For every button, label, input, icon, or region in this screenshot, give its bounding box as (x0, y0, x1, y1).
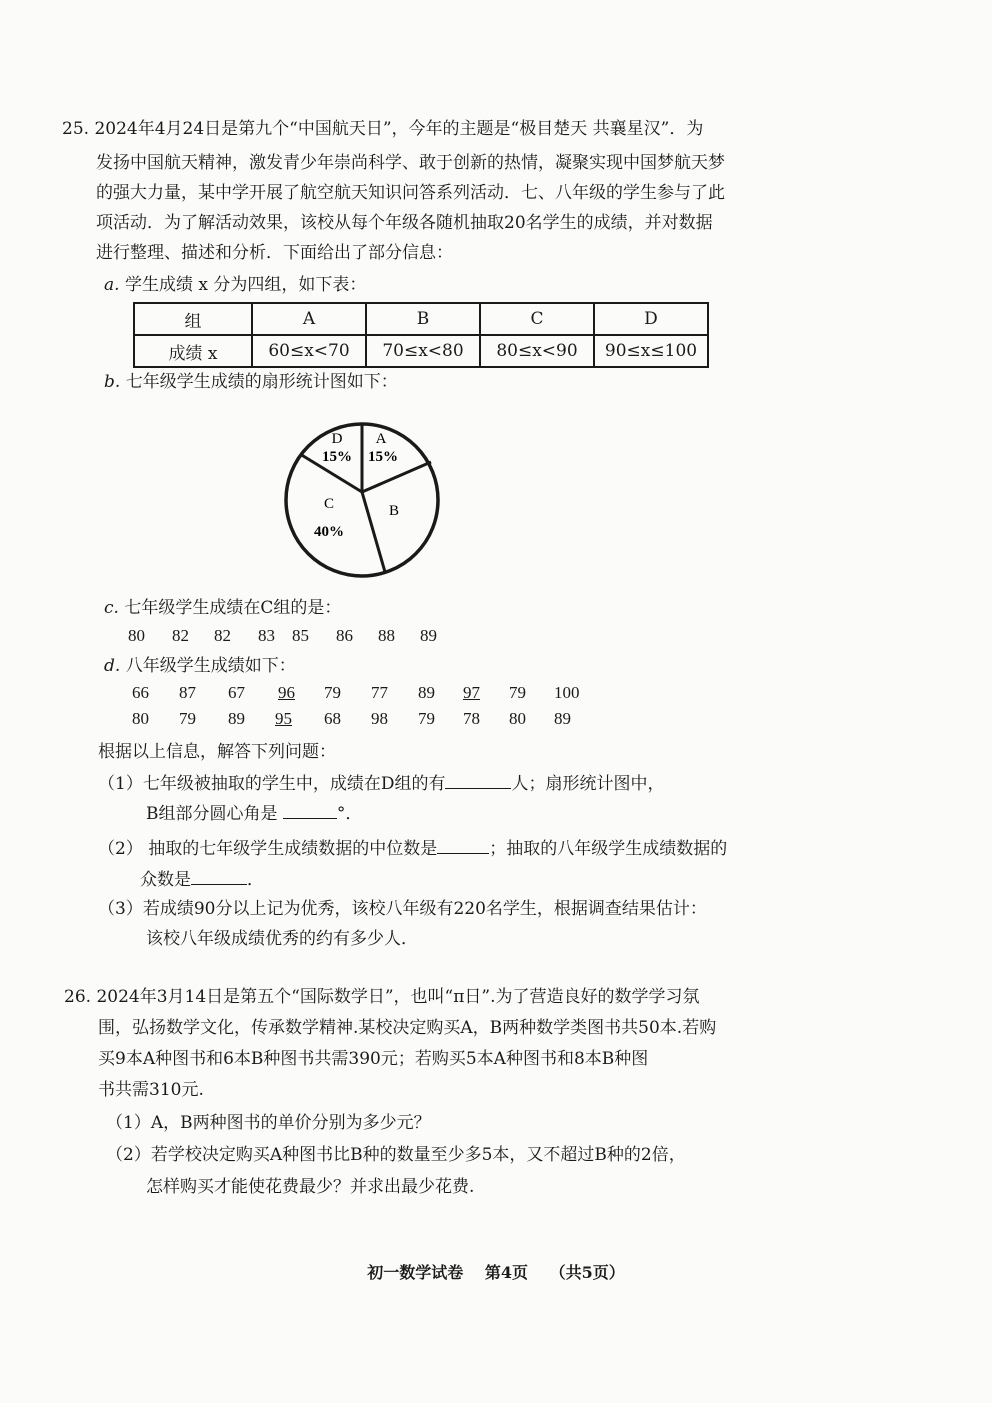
table-cell: 90≤x≤100 (594, 335, 708, 367)
data-value: 97 (463, 683, 480, 702)
answer-blank[interactable] (283, 800, 337, 819)
q25-sub1-line1 (98, 770, 664, 796)
table-cell: C (480, 303, 594, 335)
q25-sub2-line2 (140, 866, 264, 892)
table-row (134, 303, 708, 335)
item-a-label: a. (104, 275, 120, 295)
q26-line-4: 书共需310元. (98, 1080, 204, 1100)
data-value: 98 (371, 709, 388, 728)
table-row (134, 335, 708, 367)
item-a (104, 273, 366, 297)
slice-label-d: D (331, 431, 343, 447)
item-b-text: 七年级学生成绩的扇形统计图如下： (125, 372, 398, 392)
table-cell: 70≤x<80 (366, 335, 480, 367)
data-value: 77 (371, 683, 388, 702)
q25-sub1-line2 (146, 800, 362, 826)
data-value: 79 (418, 709, 435, 728)
score-groups-table (133, 302, 709, 368)
data-value: 82 (214, 626, 231, 645)
q25-sub1-text: （1）七年级被抽取的学生中，成绩在D组的有 (98, 774, 446, 794)
item-d (104, 654, 296, 678)
item-d-label: d. (104, 656, 121, 676)
table-cell: 组 (134, 303, 252, 335)
slice-pct-d: 15% (322, 449, 352, 465)
table-cell: 60≤x<70 (252, 335, 366, 367)
data-value: 83 (258, 626, 275, 645)
slice-label-c: C (323, 496, 335, 512)
item-d-text: 八年级学生成绩如下： (125, 656, 296, 676)
table-cell: D (594, 303, 708, 335)
q25-line-1: 25. 2024年4月24日是第九个“中国航天日”，今年的主题是“极目楚天 共襄星汉”．为 (62, 119, 704, 139)
data-value: 80 (509, 709, 526, 728)
data-value: 80 (132, 709, 149, 728)
q25-sub2-text: （2） 抽取的七年级学生成绩数据的中位数是 (98, 839, 438, 859)
answer-blank[interactable] (437, 835, 489, 854)
data-value: 89 (420, 626, 437, 645)
footer-page: 第4页 (484, 1263, 528, 1282)
table-cell: B (366, 303, 480, 335)
item-b (104, 370, 398, 394)
q26-line-3: 买9本A种图书和6本B种图书共需390元；若购买5本A种图书和8本B种图 (98, 1049, 649, 1069)
data-value: 80 (128, 626, 145, 645)
slice-label-b: B (388, 503, 400, 519)
slice-pct-a: 15% (368, 449, 398, 465)
slice-label-a: A (375, 431, 387, 447)
data-value: 96 (278, 683, 295, 702)
q25-sub3-line2: 该校八年级成绩优秀的约有多少人． (146, 929, 418, 949)
q25-line-3: 的强大力量，某中学开展了航空航天知识问答系列活动．七、八年级的学生参与了此 (96, 183, 725, 203)
data-value: 85 (292, 626, 309, 645)
q25-sub2-text-c: 众数是 (140, 870, 191, 890)
item-b-label: b. (104, 372, 121, 392)
item-c-label: c. (104, 598, 119, 618)
q25-sub2-text-d: ． (247, 870, 264, 890)
pie-chart (262, 400, 462, 600)
q25-line-2: 发扬中国航天精神，激发青少年崇尚科学、敢于创新的热情，凝聚实现中国梦航天梦 (96, 153, 725, 173)
data-value: 79 (509, 683, 526, 702)
item-c (104, 596, 341, 620)
answer-blank[interactable] (191, 866, 247, 885)
q25-sub2-text-b: ；抽取的八年级学生成绩数据的 (489, 839, 728, 859)
data-value: 95 (275, 709, 292, 728)
pie-divider (362, 462, 431, 492)
q26-line-2: 围，弘扬数学文化，传承数学精神.某校决定购买A，B两种数学类图书共50本.若购 (98, 1018, 717, 1038)
data-value: 86 (336, 626, 353, 645)
q25-sub3-line1: （3）若成绩90分以上记为优秀，该校八年级有220名学生，根据调查结果估计： (98, 899, 707, 919)
data-value: 79 (324, 683, 341, 702)
footer-total: （共5页） (549, 1263, 625, 1282)
q25-sub1-text-c: B组部分圆心角是 (146, 804, 278, 824)
q26-sub2-line1: （2）若学校决定购买A种图书比B种的数量至少多5本，又不超过B种的2倍， (106, 1145, 686, 1165)
data-value: 89 (228, 709, 245, 728)
data-value: 89 (554, 709, 571, 728)
q26-sub1: （1）A，B两种图书的单价分别为多少元？ (106, 1113, 431, 1133)
data-value: 87 (179, 683, 196, 702)
q25-sub1-text-d: °． (336, 804, 363, 824)
q26-line-1: 26. 2024年3月14日是第五个“国际数学日”，也叫“π日”.为了营造良好的数学学习氛 (64, 987, 700, 1007)
q25-line-4: 项活动．为了解活动效果，该校从每个年级各随机抽取20名学生的成绩，并对数据 (96, 213, 713, 233)
data-value: 79 (179, 709, 196, 728)
data-value: 100 (554, 683, 580, 702)
data-value: 78 (463, 709, 480, 728)
item-c-text: 七年级学生成绩在C组的是： (124, 598, 342, 618)
q25-sub1-text-b: 人；扇形统计图中， (511, 774, 665, 794)
pie-divider (362, 492, 385, 572)
data-value: 68 (324, 709, 341, 728)
q25-line-5: 进行整理、描述和分析．下面给出了部分信息： (96, 243, 453, 263)
slice-pct-c: 40% (314, 524, 344, 540)
footer-title: 初一数学试卷 (367, 1263, 464, 1282)
q25-intro: 根据以上信息，解答下列问题： (98, 742, 336, 762)
table-cell: 成绩 x (134, 335, 252, 367)
answer-blank[interactable] (445, 770, 511, 789)
table-cell: 80≤x<90 (480, 335, 594, 367)
data-value: 67 (228, 683, 245, 702)
item-a-text: 学生成绩 x 分为四组，如下表： (124, 275, 367, 295)
table-cell: A (252, 303, 366, 335)
q26-sub2-line2: 怎样购买才能使花费最少？并求出最少花费. (146, 1177, 475, 1197)
data-value: 88 (378, 626, 395, 645)
q25-sub2-line1 (98, 835, 727, 861)
page-footer (0, 1260, 992, 1283)
data-value: 82 (172, 626, 189, 645)
data-value: 89 (418, 683, 435, 702)
data-value: 66 (132, 683, 149, 702)
